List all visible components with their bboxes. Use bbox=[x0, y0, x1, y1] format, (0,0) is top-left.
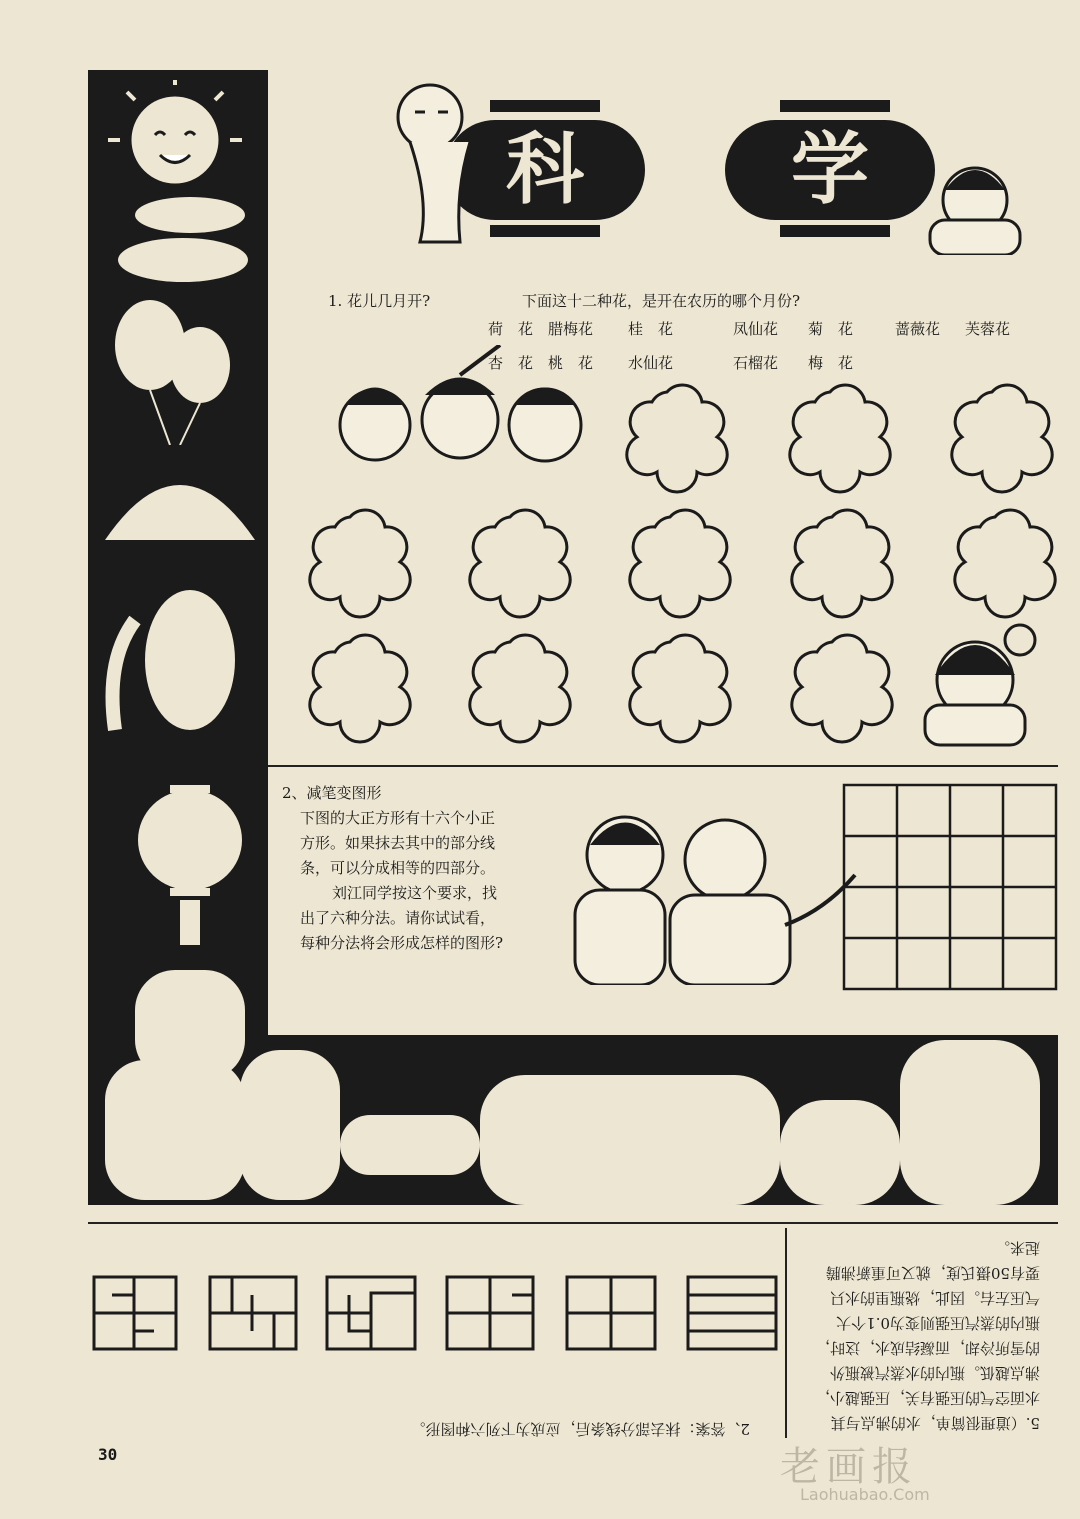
flower-name: 桃 花 bbox=[548, 354, 594, 372]
answer2-text: 2、答案：抹去部分线条后，应成为下列六种图形。 bbox=[410, 1420, 750, 1438]
answer5-block bbox=[795, 1235, 1040, 1435]
answer5-line: 瓶内的蒸汽压强则变为0.1个大 bbox=[836, 1314, 1040, 1332]
flower-blank[interactable] bbox=[310, 635, 410, 742]
flower-name: 桂 花 bbox=[628, 320, 674, 338]
answer5-line: 水面空气的压强有关，压强越小， bbox=[814, 1389, 1040, 1407]
flower-blank[interactable] bbox=[470, 510, 570, 617]
answer5-line: 5.（道理很简单，水的沸点与其 bbox=[830, 1414, 1040, 1432]
lantern-cap-bottom bbox=[490, 225, 600, 237]
answer5-line: 气压左右。因此，烧瓶里的水只 bbox=[829, 1289, 1040, 1307]
answer5-line: 要有50摄氏度，就又可重新沸腾 bbox=[825, 1264, 1040, 1282]
flower-blank[interactable] bbox=[630, 510, 730, 617]
answer-divider bbox=[88, 1222, 1058, 1224]
flower-name: 腊梅花 bbox=[548, 320, 594, 338]
cloud-icon bbox=[108, 230, 258, 290]
question2-label: 2、减笔变图形 bbox=[282, 784, 382, 802]
flower-blank[interactable] bbox=[627, 385, 727, 492]
question1-prompt: 下面这十二种花，是开在农历的哪个月份? bbox=[522, 292, 801, 310]
parachute-icon bbox=[95, 450, 265, 750]
cartoon-people-group bbox=[95, 950, 345, 1200]
flower-name: 凤仙花 bbox=[733, 320, 779, 338]
watermark-logo: 老画报 bbox=[780, 1444, 918, 1490]
flower-blank[interactable] bbox=[790, 385, 890, 492]
answer5-line: 起来。 bbox=[994, 1239, 1040, 1257]
lantern-cap-top bbox=[780, 100, 890, 112]
lantern-cap-bottom bbox=[780, 225, 890, 237]
flower-blank[interactable] bbox=[955, 510, 1055, 617]
two-kids-cartoon bbox=[555, 810, 865, 985]
watermark-url: Laohuabao.Com bbox=[800, 1485, 930, 1504]
title-lantern-2 bbox=[725, 120, 935, 220]
flower-name: 杏 花 bbox=[488, 354, 534, 372]
flower-name: 蔷薇花 bbox=[895, 320, 941, 338]
girl-cartoon bbox=[915, 620, 1045, 750]
flower-blank[interactable] bbox=[310, 510, 410, 617]
title-char-ke: 科 bbox=[505, 125, 584, 215]
answer5-line: 沸点越低。瓶内的水蒸汽被瓶外 bbox=[829, 1364, 1040, 1382]
flower-name: 石榴花 bbox=[733, 354, 779, 372]
balloon-icon bbox=[100, 295, 240, 445]
question2-line: 下图的大正方形有十六个小正 bbox=[300, 809, 496, 827]
flower-blank[interactable] bbox=[470, 635, 570, 742]
question2-line: 每种分法将会形成怎样的图形? bbox=[300, 934, 504, 952]
flower-name: 荷 花 bbox=[488, 320, 534, 338]
answer-column-divider bbox=[785, 1228, 787, 1438]
flower-name: 菊 花 bbox=[808, 320, 854, 338]
sixteen-square-grid bbox=[842, 783, 1058, 991]
flower-blank[interactable] bbox=[952, 385, 1052, 492]
page-number: 30 bbox=[98, 1445, 118, 1464]
sun-icon bbox=[100, 80, 260, 240]
question2-line: 方形。如果抹去其中的部分线 bbox=[300, 834, 496, 852]
question2-line: 出了六种分法。请你试试看， bbox=[300, 909, 496, 927]
flower-name: 梅 花 bbox=[808, 354, 854, 372]
flower-name: 芙蓉花 bbox=[965, 320, 1011, 338]
old-man-cartoon bbox=[370, 72, 490, 252]
answer5-line: 的雪所冷却，而凝结成水，这时， bbox=[814, 1339, 1040, 1357]
question1-label: 1. 花儿几月开? bbox=[328, 292, 431, 310]
question2-line: 刘江同学按这个要求，找 bbox=[332, 884, 498, 902]
cartoon-people-row bbox=[340, 1040, 1060, 1205]
section-divider bbox=[268, 765, 1058, 767]
title-char-xue: 学 bbox=[790, 125, 869, 215]
answer-shapes bbox=[92, 1275, 782, 1355]
flower-blank[interactable] bbox=[630, 635, 730, 742]
lantern-icon bbox=[120, 760, 260, 960]
flower-blank[interactable] bbox=[792, 510, 892, 617]
flower-name: 水仙花 bbox=[628, 354, 674, 372]
question2-body bbox=[300, 806, 540, 956]
question2-line: 条，可以分成相等的四部分。 bbox=[300, 859, 496, 877]
boy-cartoon bbox=[915, 160, 1035, 255]
lantern-cap-top bbox=[490, 100, 600, 112]
flower-blank[interactable] bbox=[792, 635, 892, 742]
